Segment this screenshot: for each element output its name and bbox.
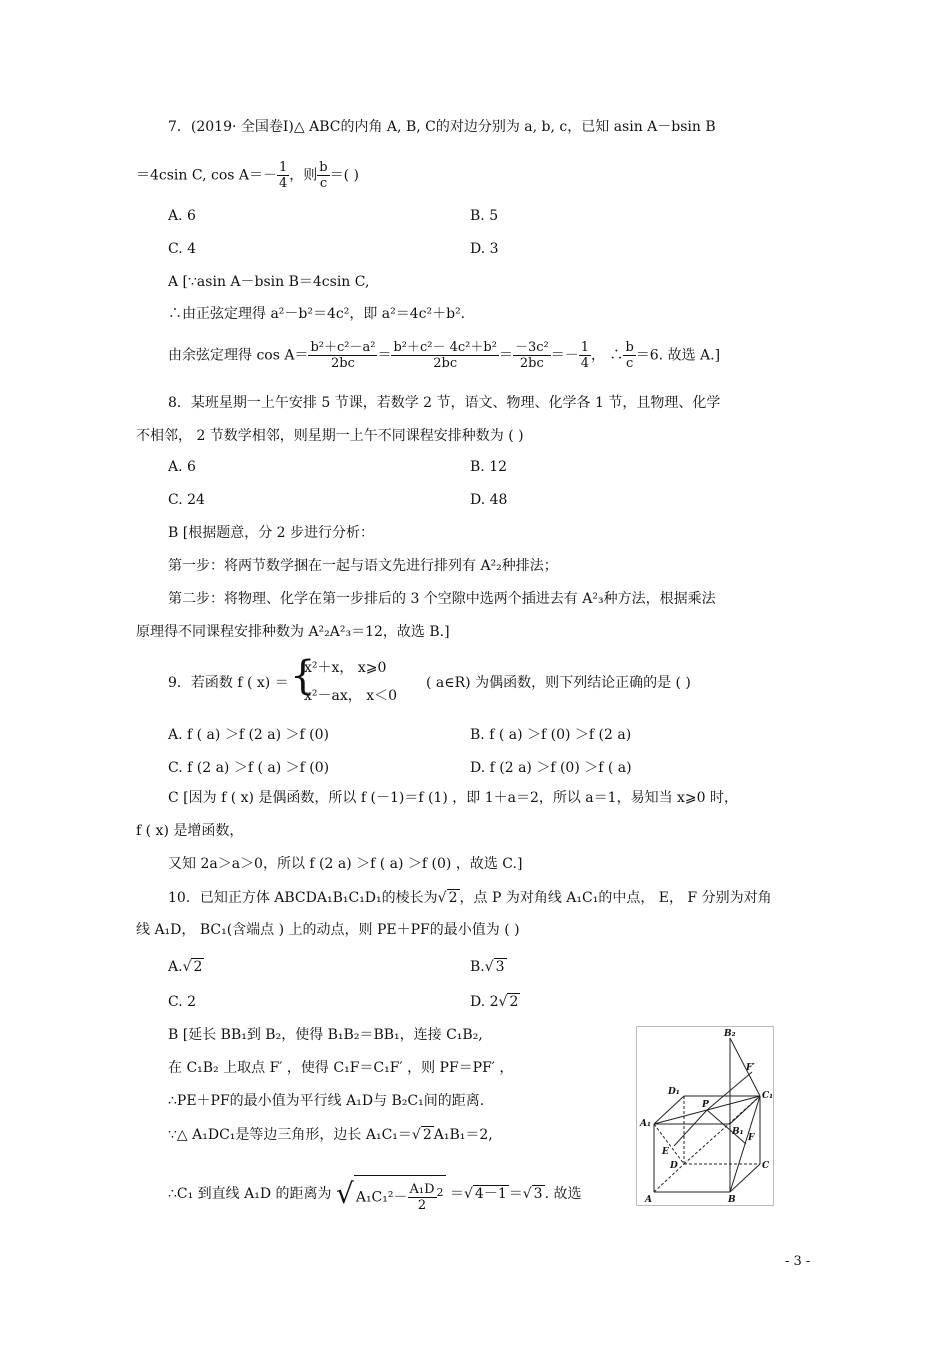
- q9-stem-prefix: 9．若函数 f ( x) ＝: [168, 675, 289, 691]
- q7-option-a: A. 6: [168, 208, 196, 224]
- q8-solution-4: 原理得不同课程安排种数为 A²₂A²₃＝12，故选 B.]: [136, 624, 450, 640]
- q7-solution-3: 由余弦定理得 cos A＝ $\frac{\text{b²＋c²－a²}}{2bc}$ ＝ $\frac{\text{b²＋c²－ 4c²＋b²}}{2bc}$ ＝ $\frac{\text{－3c²}}{2bc}$ ＝－ $\frac{1}{4}$ ， ∴ $\frac{b}{c}$ ＝6. 故选 A.]: [168, 340, 721, 371]
- q10-solution-2: 在 C₁B₂ 上取点 F′ ，使得 C₁F＝C₁F′ ，则 PF＝PF′ ，: [168, 1060, 514, 1076]
- q7-cosine-fraction-1: $\frac{\text{b²＋c²－a²}}{2bc}$: [310, 340, 376, 371]
- q9-case-1: x²＋x， x⩾0: [304, 660, 387, 676]
- label-b2: B₂: [724, 1029, 736, 1039]
- q9-solution-2: f ( x) 是增函数，: [136, 823, 244, 839]
- q7-cosine-fraction-2: $\frac{\text{b²＋c²－ 4c²＋b²}}{2bc}$: [393, 340, 497, 371]
- cube-figure: [636, 1026, 774, 1206]
- q10-option-a: A.√ 2: [168, 959, 203, 975]
- q10-option-b: B.√ 3: [470, 959, 505, 975]
- q7-cosine-fraction-4: $\frac{1}{4}$: [580, 340, 589, 371]
- q8-solution-2: 第一步：将两节数学捆在一起与语文先进行排列有 A²₂种排法；: [168, 558, 558, 574]
- q7-solution-1: A [∵asin A－bsin B＝4csin C,: [168, 274, 370, 290]
- label-f: F: [748, 1133, 755, 1143]
- q10-solution-3: ∴PE＋PF的最小值为平行线 A₁D与 B₂C₁间的距离.: [168, 1093, 485, 1109]
- page-number: - 3 -: [785, 1254, 811, 1269]
- q10-option-c: C. 2: [168, 994, 197, 1010]
- q10-solution-4: ∵△ A₁DC₁是等边三角形，边长 A₁C₁＝√ 2 A₁B₁＝2,: [168, 1127, 493, 1143]
- diag-a1d-hidden: [654, 1124, 684, 1164]
- q8-line2: 不相邻， 2 节数学相邻，则星期一上午不同课程安排种数为 ( ): [136, 428, 524, 444]
- seg-pe: [674, 1110, 707, 1146]
- label-p: P: [702, 1100, 709, 1110]
- q7-cosine-fraction-3: $\frac{\text{－3c²}}{2bc}$: [514, 340, 549, 371]
- q9-solution-3: 又知 2a＞a＞0，所以 f (2 a) ＞f ( a) ＞f (0) ，故选 C.]: [168, 856, 523, 872]
- label-a1: A₁: [640, 1119, 651, 1129]
- q9-piecewise-brace: {: [290, 653, 316, 699]
- q7-solution-2: ∴由正弦定理得 a²－b²＝4c²，即 a²＝4c²＋b².: [168, 306, 466, 322]
- label-c1: C₁: [762, 1091, 774, 1101]
- q7-line2: ＝4csin C, cos A＝－ $\frac{1}{4}$ ，则 $\frac{b}{c}$ ＝( ): [136, 160, 359, 191]
- q7-option-c: C. 4: [168, 241, 197, 257]
- q7-result-fraction: $\frac{b}{c}$: [625, 340, 634, 371]
- q10-solution-5: ∴C₁ 到直线 A₁D 的距离为 √ A₁C₁²－ $\frac{\text{A₁D}}{2}$ $^2$ ＝√ 4－1 ＝√ 3 . 故选: [168, 1175, 581, 1213]
- q9-option-a: A. f ( a) ＞f (2 a) ＞f (0): [168, 727, 329, 743]
- q9-option-d: D. f (2 a) ＞f (0) ＞f ( a): [470, 760, 632, 776]
- q8-solution-3: 第二步：将物理、化学在第一步排后的 3 个空隙中选两个插进去有 A²₃种方法，根据乘法: [168, 591, 716, 607]
- label-c: C: [762, 1161, 770, 1171]
- label-b: B: [728, 1195, 736, 1205]
- label-d1: D₁: [668, 1087, 680, 1097]
- label-a: A: [645, 1195, 652, 1205]
- label-e: E: [662, 1147, 669, 1157]
- q10-line2: 线 A₁D， BC₁(含端点 ) 上的动点，则 PE＋PF的最小值为 ( ): [136, 922, 520, 938]
- q10-line1: 10．已知正方体 ABCDA₁B₁C₁D₁的棱长为√ 2 ，点 P 为对角线 A₁C₁的中点， E， F 分别为对角: [168, 890, 772, 906]
- q9-option-c: C. f (2 a) ＞f ( a) ＞f (0): [168, 760, 330, 776]
- q7-option-d: D. 3: [470, 241, 499, 257]
- label-b1: B₁: [732, 1127, 744, 1137]
- q8-line1: 8．某班星期一上午安排 5 节课，若数学 2 节，语文、物理、化学各 1 节，且物理、化学: [168, 395, 721, 411]
- q10-solution-1: B [延长 BB₁到 B₂，使得 B₁B₂＝BB₁，连接 C₁B₂,: [168, 1027, 483, 1043]
- q9-stem-suffix: ( a∈R) 为偶函数，则下列结论正确的是 ( ): [426, 675, 691, 691]
- q8-option-a: A. 6: [168, 459, 196, 475]
- q7-option-b: B. 5: [470, 208, 499, 224]
- q9-option-b: B. f ( a) ＞f (0) ＞f (2 a): [470, 727, 632, 743]
- q10-option-d: D. 2√ 2: [470, 994, 519, 1010]
- q7-fraction-b-over-c: $\frac{b}{c}$: [319, 160, 328, 191]
- q8-option-c: C. 24: [168, 492, 205, 508]
- q8-option-d: D. 48: [470, 492, 508, 508]
- label-f-prime: F′: [746, 1063, 755, 1073]
- q9-solution-1: C [因为 f ( x) 是偶函数，所以 f (－1)＝f (1) ，即 1＋a＝2，所以 a＝1，易知当 x⩾0 时，: [168, 790, 738, 806]
- q7-fraction-quarter: $\frac{1}{4}$: [279, 160, 288, 191]
- edge-ad-hidden: [654, 1164, 684, 1192]
- q10-half-fraction: $\frac{\text{A₁D}}{2}$: [409, 1182, 435, 1214]
- q8-solution-1: B [根据题意，分 2 步进行分析：: [168, 525, 375, 541]
- label-d: D: [670, 1161, 678, 1171]
- q8-option-b: B. 12: [470, 459, 508, 475]
- q9-case-2: x²－ax， x＜0: [304, 688, 398, 704]
- q7-line1: 7．(2019· 全国卷Ⅰ)△ ABC的内角 A, B, C的对边分别为 a, b, c，已知 asin A－bsin B: [168, 119, 716, 135]
